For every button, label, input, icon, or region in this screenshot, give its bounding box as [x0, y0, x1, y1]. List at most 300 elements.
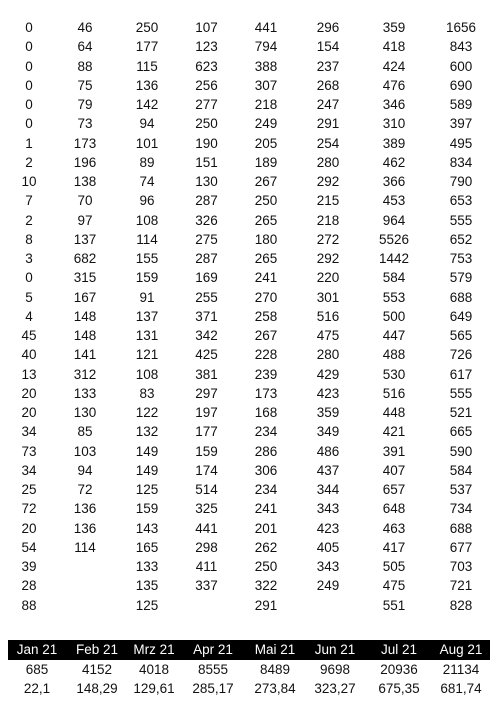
table-cell: 516 — [316, 308, 340, 324]
table-cell: 262 — [254, 539, 278, 555]
totals-row — [8, 660, 490, 679]
table-cell: 495 — [449, 135, 473, 151]
table-row — [0, 461, 497, 480]
table-cell: 28 — [21, 578, 37, 594]
table-cell: 265 — [254, 212, 278, 228]
table-cell: 790 — [449, 174, 473, 189]
table-cell: 389 — [382, 135, 406, 151]
table-cell: 391 — [382, 443, 406, 459]
table-cell: 301 — [316, 289, 340, 305]
table-cell: 101 — [135, 135, 159, 151]
table-cell: 94 — [139, 116, 155, 132]
table-cell: 0 — [25, 39, 33, 55]
month-header: Jul 21 — [380, 642, 418, 657]
table-cell: 165 — [135, 539, 159, 555]
table-cell: 794 — [254, 39, 278, 55]
table-cell: 584 — [449, 462, 473, 478]
total-cell: 21134 — [442, 662, 480, 677]
table-cell: 349 — [316, 424, 340, 440]
table-cell: 488 — [382, 347, 406, 363]
table-cell: 423 — [316, 520, 340, 536]
table-cell: 448 — [382, 405, 406, 420]
table-cell: 441 — [254, 20, 278, 35]
table-cell: 287 — [195, 251, 218, 266]
table-cell: 292 — [316, 174, 340, 189]
table-cell: 123 — [195, 39, 218, 55]
table-cell: 657 — [382, 482, 406, 497]
table-cell: 20 — [21, 385, 37, 401]
table-cell: 20 — [21, 520, 37, 536]
table-cell: 537 — [449, 482, 473, 497]
table-cell — [54, 596, 116, 615]
table-cell: 10 — [21, 174, 37, 189]
table-cell: 258 — [254, 308, 278, 324]
table-row — [0, 95, 497, 114]
table-cell: 103 — [73, 443, 97, 459]
table-cell: 115 — [136, 58, 158, 74]
table-cell: 154 — [316, 39, 340, 55]
table-cell: 475 — [316, 328, 340, 343]
table-cell: 828 — [449, 597, 473, 613]
table-cell: 721 — [449, 578, 473, 594]
table-cell: 310 — [382, 116, 406, 132]
table-cell: 688 — [449, 289, 473, 305]
total-cell: 9698 — [319, 662, 351, 677]
table-cell: 180 — [254, 231, 278, 247]
table-cell: 148 — [73, 328, 97, 343]
table-row — [0, 403, 497, 422]
table-cell: 589 — [449, 97, 473, 112]
table-row — [0, 18, 497, 37]
table-cell: 834 — [449, 154, 473, 170]
table-row — [0, 519, 497, 538]
table-cell: 159 — [135, 501, 159, 517]
table-cell: 359 — [382, 20, 406, 35]
total-cell: 685 — [25, 662, 49, 677]
table-cell: 70 — [77, 193, 93, 209]
table-cell: 73 — [77, 116, 93, 132]
table-cell: 64 — [77, 39, 93, 55]
table-cell: 553 — [382, 289, 406, 305]
average-cell: 22,1 — [23, 681, 51, 696]
table-cell: 1656 — [445, 20, 477, 35]
table-cell: 297 — [195, 385, 218, 401]
total-cell: 20936 — [380, 662, 418, 677]
table-cell: 286 — [254, 443, 278, 459]
table-cell — [178, 596, 235, 615]
table-cell: 703 — [449, 559, 473, 574]
table-row — [0, 191, 497, 210]
table-cell: 682 — [73, 251, 97, 266]
table-cell: 39 — [21, 559, 37, 574]
table-cell: 7 — [25, 193, 33, 209]
table-cell: 652 — [449, 231, 473, 247]
averages-row — [8, 679, 490, 698]
table-cell: 143 — [135, 520, 159, 536]
table-cell: 74 — [139, 174, 155, 189]
table-cell: 169 — [195, 270, 218, 286]
table-row — [0, 365, 497, 384]
table-cell: 4 — [25, 308, 33, 324]
table-cell: 381 — [195, 366, 218, 382]
table-cell: 196 — [73, 154, 97, 170]
table-cell: 388 — [254, 58, 278, 74]
table-cell: 125 — [135, 597, 159, 613]
table-cell: 291 — [316, 116, 340, 132]
average-cell: 675,35 — [378, 681, 420, 696]
table-row — [0, 37, 497, 56]
table-cell: 579 — [449, 270, 473, 286]
table-cell: 239 — [254, 366, 278, 382]
table-cell: 565 — [449, 328, 473, 343]
table-cell: 177 — [135, 39, 159, 55]
table-cell: 0 — [25, 20, 33, 35]
month-header: Aug 21 — [439, 642, 483, 657]
table-cell: 521 — [449, 405, 473, 420]
table-cell: 91 — [139, 289, 155, 305]
table-cell — [297, 596, 359, 615]
table-cell: 343 — [316, 559, 340, 574]
table-cell: 108 — [135, 212, 159, 228]
table-row — [0, 134, 497, 153]
table-cell: 132 — [135, 424, 159, 440]
table-cell: 267 — [254, 328, 278, 343]
table-cell: 344 — [316, 482, 340, 497]
table-cell: 247 — [316, 97, 340, 112]
table-cell: 107 — [195, 20, 218, 35]
table-cell: 228 — [254, 347, 278, 363]
table-cell: 256 — [195, 77, 218, 93]
table-cell: 234 — [254, 424, 278, 440]
table-cell: 306 — [254, 462, 278, 478]
table-cell: 94 — [77, 462, 93, 478]
table-cell: 136 — [73, 520, 97, 536]
table-cell: 677 — [449, 539, 473, 555]
table-row — [0, 249, 497, 268]
month-header: Jan 21 — [16, 642, 58, 657]
table-row — [0, 499, 497, 518]
table-cell: 249 — [316, 578, 340, 594]
table-cell: 138 — [73, 174, 97, 189]
table-row — [0, 57, 497, 76]
table-cell: 149 — [135, 443, 159, 459]
table-cell: 89 — [139, 154, 155, 170]
table-cell: 500 — [382, 308, 406, 324]
table-row — [0, 268, 497, 287]
table-cell: 407 — [382, 462, 406, 478]
table-cell: 141 — [73, 347, 97, 363]
month-header-row — [8, 640, 490, 660]
table-cell: 189 — [254, 154, 278, 170]
table-row — [0, 172, 497, 191]
table-cell: 453 — [382, 193, 406, 209]
table-cell: 0 — [25, 270, 33, 286]
table-cell: 20 — [21, 405, 37, 420]
table-cell: 2 — [25, 212, 33, 228]
table-cell: 516 — [382, 385, 406, 401]
table-row — [0, 442, 497, 461]
table-cell: 122 — [135, 405, 159, 420]
table-cell: 75 — [77, 77, 93, 93]
average-cell: 148,29 — [76, 681, 118, 696]
table-cell: 429 — [316, 366, 340, 382]
table-cell: 0 — [25, 116, 33, 132]
table-cell: 46 — [77, 20, 93, 35]
table-cell: 312 — [73, 366, 97, 382]
daily-values-table — [0, 18, 497, 615]
table-cell: 34 — [21, 424, 37, 440]
table-cell: 3 — [25, 251, 33, 266]
month-header: Feb 21 — [75, 642, 119, 657]
table-cell: 83 — [139, 385, 155, 401]
total-cell: 4152 — [81, 662, 113, 677]
table-cell: 600 — [449, 58, 473, 74]
table-cell: 34 — [21, 462, 37, 478]
table-cell: 250 — [254, 559, 278, 574]
average-cell: 129,61 — [133, 681, 175, 696]
table-cell: 463 — [382, 520, 406, 536]
table-cell: 215 — [316, 193, 340, 209]
table-cell: 280 — [316, 154, 340, 170]
table-cell: 136 — [73, 501, 97, 517]
table-cell: 475 — [382, 578, 406, 594]
table-cell: 726 — [449, 347, 473, 363]
table-cell: 159 — [135, 270, 159, 286]
table-cell: 421 — [382, 424, 406, 440]
table-cell: 265 — [254, 251, 278, 266]
table-cell: 417 — [382, 539, 406, 555]
table-cell: 590 — [449, 443, 473, 459]
table-cell: 149 — [135, 462, 159, 478]
table-cell: 137 — [73, 231, 97, 247]
table-cell: 54 — [21, 539, 37, 555]
monthly-summary-table — [8, 640, 490, 698]
table-cell: 1 — [25, 135, 33, 151]
table-row — [0, 211, 497, 230]
average-cell: 285,17 — [192, 681, 234, 696]
month-header: Mrz 21 — [133, 642, 175, 657]
table-cell: 425 — [195, 347, 218, 363]
table-cell: 530 — [382, 366, 406, 382]
table-cell: 255 — [195, 289, 218, 305]
table-cell: 114 — [136, 231, 158, 247]
table-cell: 653 — [449, 193, 473, 209]
table-cell: 135 — [135, 578, 159, 594]
table-cell: 617 — [449, 366, 473, 382]
table-cell: 136 — [135, 77, 159, 93]
table-cell: 359 — [316, 405, 340, 420]
month-header: Mai 21 — [254, 642, 296, 657]
table-cell: 343 — [316, 501, 340, 517]
total-cell: 4018 — [138, 662, 170, 677]
table-cell: 72 — [21, 501, 37, 517]
table-cell: 218 — [254, 97, 278, 112]
table-cell: 292 — [316, 251, 340, 266]
average-cell: 323,27 — [314, 681, 356, 696]
table-row — [0, 596, 497, 615]
table-cell: 220 — [316, 270, 340, 286]
table-cell: 0 — [25, 58, 33, 74]
table-cell — [54, 576, 116, 595]
table-cell: 337 — [195, 578, 218, 594]
table-cell: 688 — [449, 520, 473, 536]
table-row — [0, 345, 497, 364]
table-cell: 13 — [21, 366, 37, 382]
total-cell: 8555 — [197, 662, 229, 677]
table-cell: 205 — [254, 135, 278, 151]
table-cell: 315 — [73, 270, 97, 286]
table-cell: 234 — [254, 482, 278, 497]
table-cell: 267 — [254, 174, 278, 189]
table-cell: 114 — [74, 539, 96, 555]
month-header: Jun 21 — [314, 642, 356, 657]
table-cell: 151 — [195, 154, 218, 170]
table-cell: 40 — [21, 347, 37, 363]
table-cell: 45 — [21, 328, 37, 343]
table-cell: 964 — [382, 212, 406, 228]
table-cell: 298 — [195, 539, 218, 555]
table-cell: 0 — [25, 77, 33, 93]
table-cell: 241 — [254, 501, 278, 517]
table-cell: 555 — [449, 385, 473, 401]
table-cell: 342 — [195, 328, 218, 343]
table-cell: 0 — [25, 97, 33, 112]
table-cell: 25 — [21, 482, 37, 497]
table-cell: 268 — [316, 77, 340, 93]
table-cell: 405 — [316, 539, 340, 555]
table-row — [0, 114, 497, 133]
table-row — [0, 230, 497, 249]
average-cell: 273,84 — [254, 681, 296, 696]
table-row — [0, 422, 497, 441]
table-cell: 291 — [254, 597, 278, 613]
table-cell: 249 — [254, 116, 278, 132]
total-cell: 8489 — [259, 662, 291, 677]
table-cell: 130 — [73, 405, 97, 420]
table-cell: 296 — [316, 20, 340, 35]
table-cell: 125 — [135, 482, 159, 497]
table-cell: 174 — [195, 462, 218, 478]
table-cell: 505 — [382, 559, 406, 574]
table-row — [0, 538, 497, 557]
table-cell: 437 — [316, 462, 340, 478]
table-cell: 734 — [449, 501, 473, 517]
table-cell: 753 — [449, 251, 473, 266]
table-cell: 155 — [135, 251, 159, 266]
table-cell: 287 — [195, 193, 218, 209]
table-cell: 649 — [449, 308, 473, 324]
table-cell: 168 — [254, 405, 278, 420]
table-cell: 665 — [449, 424, 473, 440]
table-cell: 250 — [135, 20, 159, 35]
table-cell: 88 — [21, 597, 37, 613]
table-cell: 397 — [449, 116, 473, 132]
table-cell: 73 — [21, 443, 37, 459]
table-cell: 277 — [195, 97, 218, 112]
table-cell: 137 — [135, 308, 159, 324]
table-cell: 2 — [25, 154, 33, 170]
table-cell: 237 — [316, 58, 340, 74]
table-cell: 133 — [73, 385, 97, 401]
table-row — [0, 307, 497, 326]
table-cell: 366 — [382, 174, 406, 189]
table-cell: 133 — [135, 559, 159, 574]
table-cell: 241 — [254, 270, 278, 286]
table-cell: 322 — [254, 578, 278, 594]
table-cell: 307 — [254, 77, 278, 93]
table-cell: 108 — [135, 366, 159, 382]
table-cell: 8 — [25, 231, 33, 247]
table-cell: 486 — [316, 443, 340, 459]
table-cell: 159 — [195, 443, 218, 459]
table-cell: 173 — [73, 135, 97, 151]
table-cell: 346 — [382, 97, 406, 112]
table-cell: 130 — [195, 174, 218, 189]
table-cell: 514 — [195, 482, 218, 497]
table-cell: 88 — [77, 58, 93, 74]
table-cell: 584 — [382, 270, 406, 286]
table-cell: 423 — [316, 385, 340, 401]
average-cell: 681,74 — [440, 681, 482, 696]
table-row — [0, 288, 497, 307]
table-row — [0, 480, 497, 499]
table-cell: 648 — [382, 501, 406, 517]
table-row — [0, 557, 497, 576]
table-cell: 250 — [254, 193, 278, 209]
table-cell: 280 — [316, 347, 340, 363]
table-cell: 201 — [254, 520, 278, 536]
table-cell: 190 — [195, 135, 218, 151]
table-cell: 218 — [316, 212, 340, 228]
table-row — [0, 76, 497, 95]
table-cell: 551 — [382, 597, 406, 613]
table-cell: 79 — [77, 97, 93, 112]
table-cell: 173 — [254, 385, 278, 401]
table-cell: 843 — [449, 39, 473, 55]
month-header: Apr 21 — [193, 642, 233, 657]
table-cell: 177 — [195, 424, 218, 440]
table-cell: 270 — [254, 289, 278, 305]
table-cell: 72 — [77, 482, 93, 497]
table-cell: 148 — [73, 308, 97, 324]
table-cell: 272 — [316, 231, 340, 247]
table-cell: 250 — [195, 116, 218, 132]
table-row — [0, 576, 497, 595]
table-cell: 275 — [195, 231, 218, 247]
table-cell: 1442 — [378, 251, 410, 266]
table-cell: 325 — [195, 501, 218, 517]
table-cell: 411 — [195, 559, 218, 574]
table-cell: 462 — [382, 154, 406, 170]
table-cell: 690 — [449, 77, 473, 93]
table-cell: 85 — [77, 424, 93, 440]
table-row — [0, 384, 497, 403]
table-cell: 441 — [195, 520, 218, 536]
table-cell: 131 — [135, 328, 159, 343]
table-cell: 121 — [135, 347, 159, 363]
table-cell: 97 — [77, 212, 93, 228]
table-cell: 476 — [382, 77, 406, 93]
table-cell — [54, 557, 116, 576]
table-cell: 424 — [382, 58, 406, 74]
table-cell: 418 — [382, 39, 406, 55]
table-cell: 197 — [195, 405, 218, 420]
table-cell: 142 — [135, 97, 159, 112]
table-cell: 326 — [195, 212, 218, 228]
table-cell: 371 — [195, 308, 218, 324]
table-cell: 623 — [195, 58, 218, 74]
table-cell: 447 — [382, 328, 406, 343]
